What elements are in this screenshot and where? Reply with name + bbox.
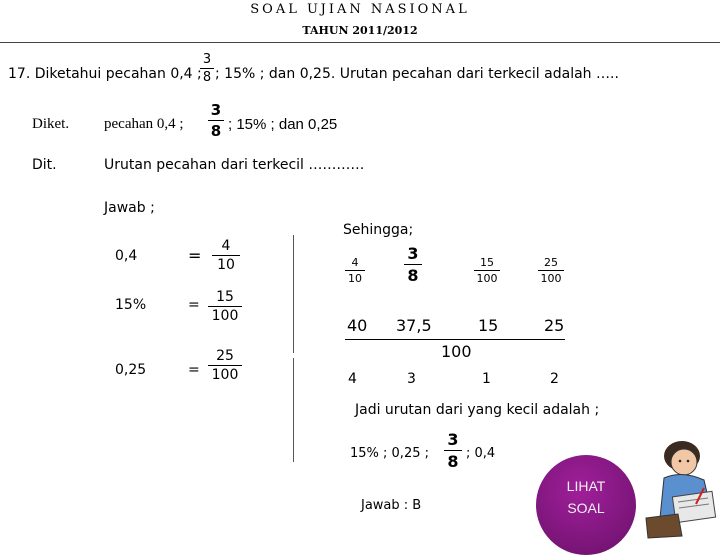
fraction-denominator: 100: [211, 367, 239, 383]
conclusion-text: Jadi urutan dari yang kecil adalah ;: [355, 402, 600, 418]
separator-line: [293, 235, 294, 353]
fraction-bar: [474, 270, 500, 271]
equals-sign: =: [188, 362, 200, 378]
eye-shape: [679, 460, 682, 463]
sehingga-fraction: [474, 256, 500, 285]
conversion-value: 15%: [115, 297, 147, 313]
dit-text: Urutan pecahan dari terkecil …………: [104, 157, 365, 173]
badge-line-1: LIHAT: [566, 478, 606, 494]
fraction-numerator: 4: [351, 256, 359, 269]
fraction-bar: [208, 120, 224, 121]
student-writing-illustration: [638, 432, 720, 540]
conversion-fraction: [208, 289, 242, 324]
conversion-fraction: [212, 238, 240, 273]
numerator-value: 40: [347, 316, 368, 335]
separator-line: [293, 358, 294, 462]
fraction-denominator: 10: [348, 272, 362, 285]
numerator-value: 15: [478, 316, 499, 335]
fraction-numerator: 15: [216, 289, 234, 305]
conclusion-fraction: [444, 430, 462, 471]
sehingga-label: Sehingga;: [343, 222, 414, 238]
fraction-bar: [212, 255, 240, 256]
question-fraction-denominator: 8: [202, 70, 212, 85]
face-shape: [671, 449, 697, 475]
fraction-denominator: 100: [540, 272, 562, 285]
header-divider: [0, 42, 720, 43]
fraction-bar: [444, 450, 462, 451]
equals-sign: =: [188, 246, 202, 265]
fraction-bar: [208, 306, 242, 307]
diket-fraction-denominator: 8: [210, 122, 222, 140]
answer-text: Jawab : B: [361, 498, 422, 513]
fraction-denominator: 8: [447, 452, 459, 471]
question-fraction-numerator: 3: [202, 52, 212, 67]
diket-label: Diket.: [32, 116, 70, 132]
diket-fraction-numerator: 3: [210, 101, 222, 119]
conclusion-order-prefix: 15% ; 0,25 ;: [350, 446, 429, 461]
lihat-soal-button[interactable]: [536, 455, 636, 555]
fraction-denominator: 10: [217, 257, 235, 273]
rank-number: 2: [550, 371, 559, 387]
sehingga-fraction: [345, 256, 365, 285]
rank-number: 3: [407, 371, 416, 387]
fraction-numerator: 25: [216, 348, 234, 364]
diket-fraction: [208, 101, 224, 140]
fraction-numerator: 3: [407, 244, 419, 263]
sehingga-fraction: [538, 256, 564, 285]
exam-year: TAHUN 2011/2012: [302, 24, 418, 37]
fraction-denominator: 100: [476, 272, 498, 285]
question-fraction: [200, 52, 214, 85]
common-denominator: 100: [441, 342, 472, 361]
fraction-denominator: 8: [407, 266, 419, 285]
numerator-value: 25: [544, 316, 565, 335]
diket-suffix: ; 15% ; dan 0,25: [228, 116, 338, 133]
fraction-bar: [404, 264, 422, 265]
rank-number: 1: [482, 371, 491, 387]
fraction-bar: [345, 270, 365, 271]
conversion-value: 0,4: [115, 248, 138, 264]
exam-title: SOAL UJIAN NASIONAL: [250, 2, 470, 17]
fraction-bar: [208, 365, 242, 366]
conversion-fraction: [208, 348, 242, 383]
rank-number: 4: [348, 371, 357, 387]
conclusion-order-suffix: ; 0,4: [466, 446, 496, 461]
badge-line-2: SOAL: [567, 500, 605, 516]
numerator-value: 37,5: [396, 316, 432, 335]
fraction-numerator: 3: [447, 430, 459, 449]
equals-sign: =: [188, 297, 200, 313]
jawab-label: Jawab ;: [104, 200, 155, 216]
question-suffix: ; 15% ; dan 0,25. Urutan pecahan dari terkecil adalah …..: [215, 66, 619, 82]
fraction-bar: [200, 68, 214, 69]
fraction-numerator: 25: [544, 256, 558, 269]
sehingga-fraction: [404, 244, 422, 285]
common-denominator-bar: [345, 339, 565, 340]
fraction-bar: [538, 270, 564, 271]
fraction-denominator: 100: [211, 308, 239, 324]
diket-text: pecahan 0,4 ;: [104, 116, 184, 132]
eye-shape: [687, 460, 690, 463]
conversion-value: 0,25: [115, 362, 147, 378]
fraction-numerator: 15: [480, 256, 494, 269]
desk-shape: [646, 514, 682, 538]
question-prefix: 17. Diketahui pecahan 0,4 ;: [8, 66, 202, 82]
fraction-numerator: 4: [221, 238, 231, 254]
dit-label: Dit.: [32, 157, 57, 173]
